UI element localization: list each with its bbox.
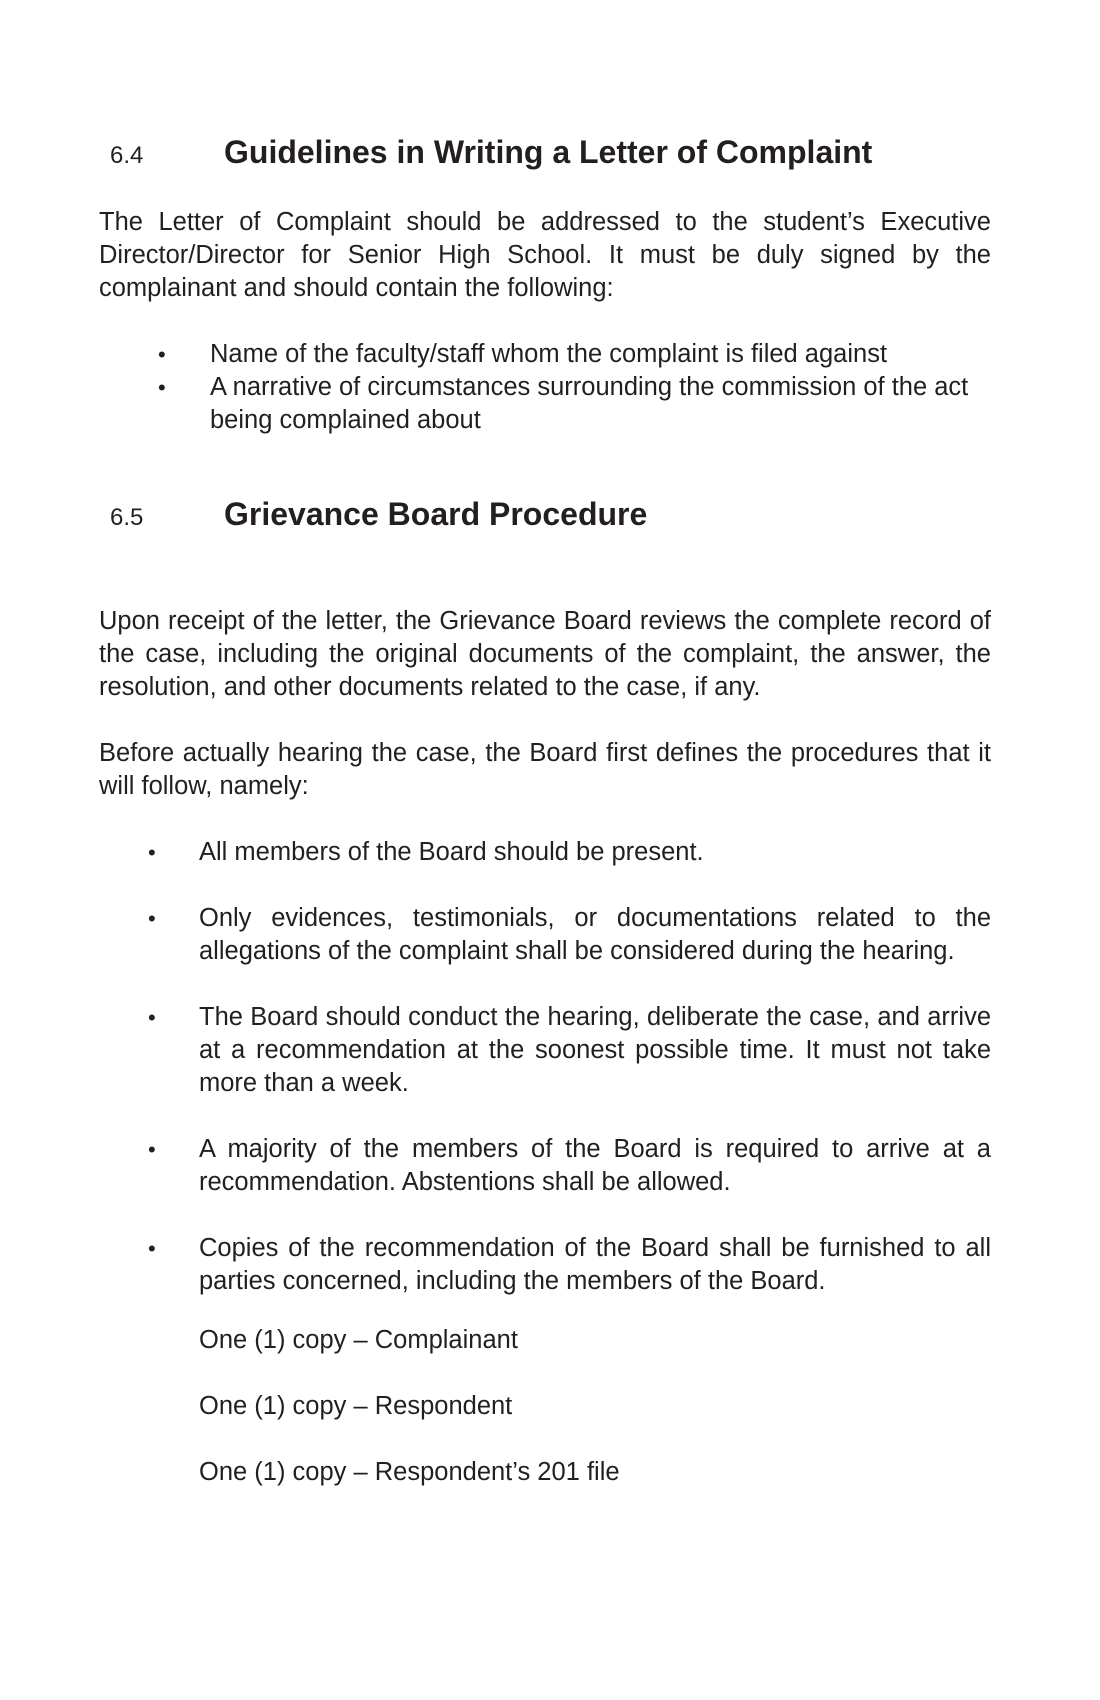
copies-distribution-list	[199, 1324, 991, 1522]
list-item	[148, 1001, 991, 1100]
bullet-icon: •	[148, 840, 156, 865]
copy-line: One (1) copy – Complainant	[199, 1326, 518, 1354]
list-item-text: Only evidences, testimonials, or documentations related to the allegations of the complaint shall be considered during the hearing.	[199, 904, 991, 965]
section-title: Grievance Board Procedure	[224, 496, 648, 532]
bullet-icon: •	[148, 1137, 156, 1162]
section-number: 6.4	[110, 142, 144, 169]
list-item-text: A majority of the members of the Board is required to arrive at a recommendation. Abstentions shall be allowed.	[199, 1135, 991, 1196]
list-item-text: All members of the Board should be present.	[199, 838, 704, 866]
bullet-icon: •	[148, 906, 156, 931]
section-6-5-heading	[110, 496, 1010, 533]
list-item-text: The Board should conduct the hearing, deliberate the case, and arrive at a recommendation at the soonest possible time. It must not take more than a week.	[199, 1003, 991, 1097]
section-number: 6.5	[110, 504, 144, 531]
section-6-5-paragraph-1: Upon receipt of the letter, the Grievance Board reviews the complete record of the case, including the original documents of the complaint, the answer, the resolution, and other documents related to the case, if any.	[99, 607, 991, 701]
section-6-5-procedure-list	[148, 836, 991, 1331]
list-item	[158, 371, 991, 437]
list-item	[148, 836, 991, 869]
list-item	[148, 902, 991, 968]
copy-line: One (1) copy – Respondent’s 201 file	[199, 1458, 620, 1486]
list-item	[148, 1232, 991, 1298]
list-item-text: Name of the faculty/staff whom the complaint is filed against	[210, 340, 888, 368]
copy-line: One (1) copy – Respondent	[199, 1392, 513, 1420]
bullet-icon: •	[148, 1236, 156, 1261]
list-item-text: Copies of the recommendation of the Board shall be furnished to all parties concerned, including the members of the Board.	[199, 1234, 991, 1295]
list-item-text: A narrative of circumstances surrounding the commission of the act being complained about	[210, 373, 969, 434]
section-6-4-heading	[110, 134, 1010, 171]
bullet-icon: •	[158, 342, 166, 367]
bullet-icon: •	[148, 1005, 156, 1030]
list-item	[148, 1133, 991, 1199]
section-6-5-paragraph-2: Before actually hearing the case, the Board first defines the procedures that it will follow, namely:	[99, 739, 991, 800]
section-title: Guidelines in Writing a Letter of Complaint	[224, 134, 873, 170]
bullet-icon: •	[158, 375, 166, 400]
section-6-4-list	[158, 338, 991, 437]
list-item	[158, 338, 991, 371]
section-6-4-intro: The Letter of Complaint should be addressed to the student’s Executive Director/Director for Senior High School. It must be duly signed by the complainant and should contain the following:	[99, 208, 991, 302]
